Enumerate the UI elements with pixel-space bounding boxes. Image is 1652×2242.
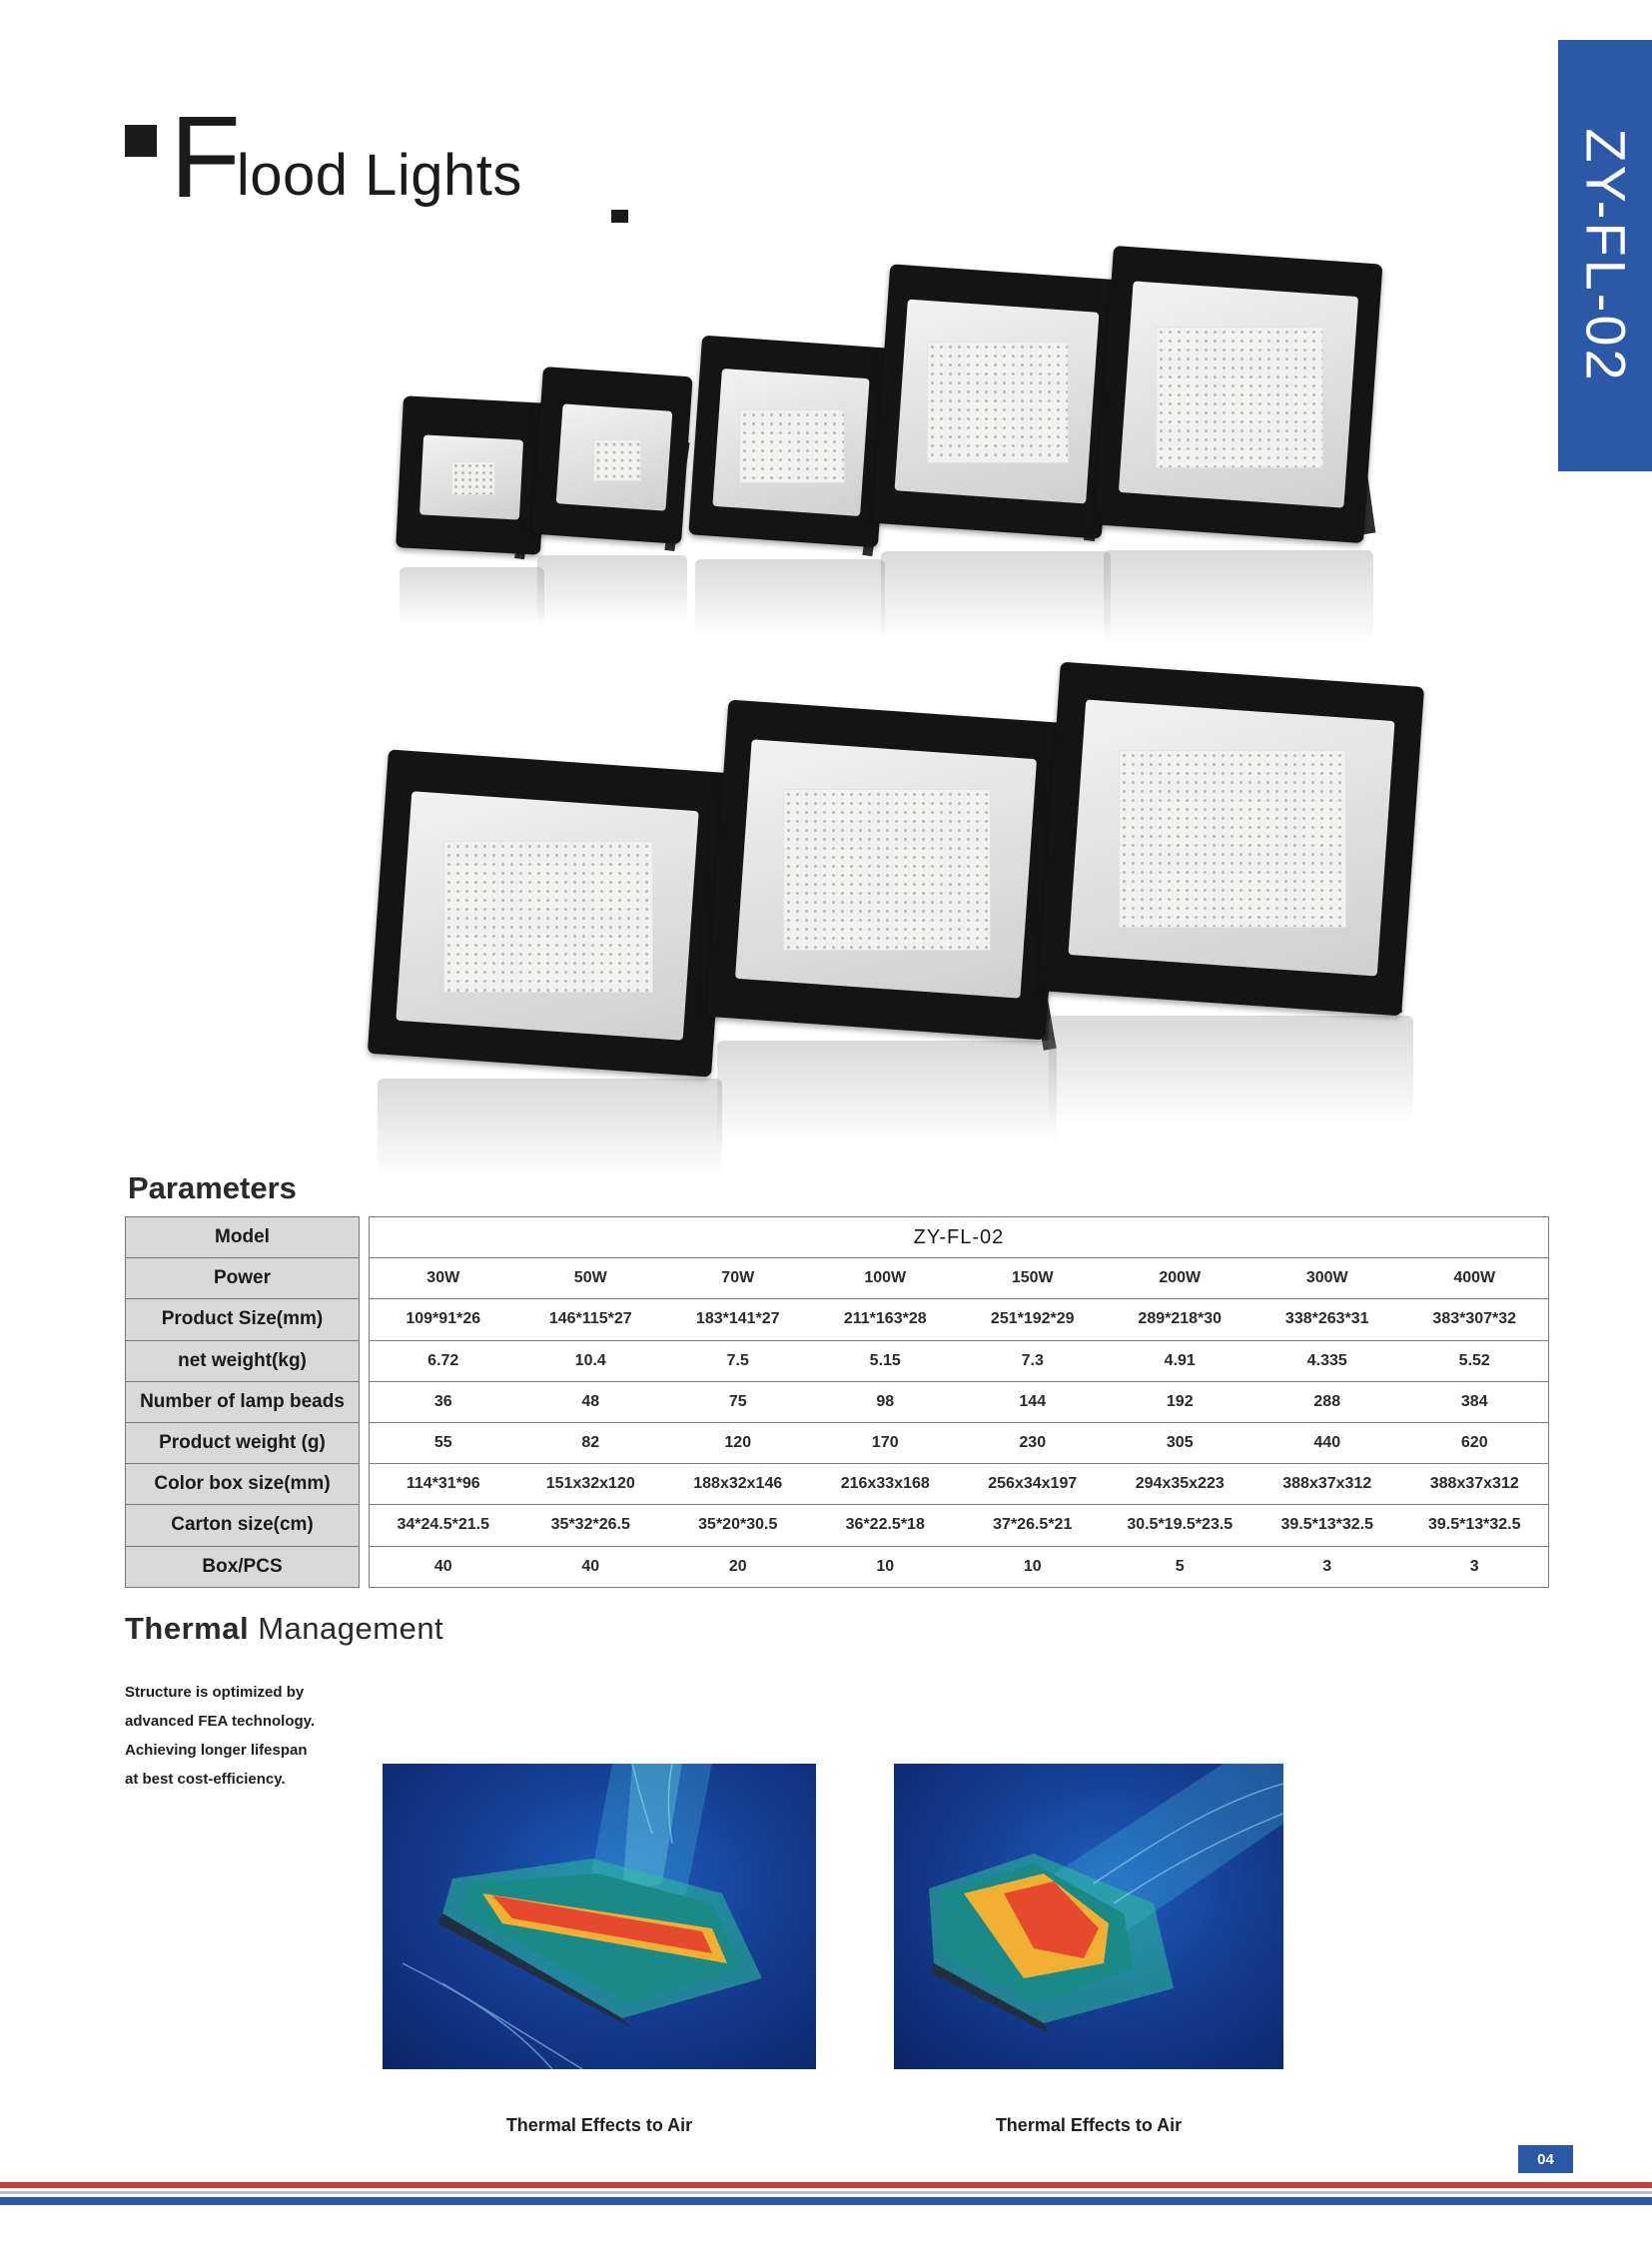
table-cell: 383*307*32 [1432,1310,1517,1328]
thermal-caption-1: Thermal Effects to Air [505,2115,693,2135]
floodlight-photo-150w [1104,255,1373,534]
parameters-label-column [125,1216,360,1588]
table-row-box-pcs [370,1546,1548,1587]
table-cell: 151x32x120 [545,1475,635,1493]
table-cell: 144 [1019,1392,1047,1410]
label-product-size: Product Size(mm) [125,1298,360,1339]
page-number: 04 [1518,2145,1573,2173]
title-square-decoration [125,125,157,157]
table-cell: 300W [1305,1269,1348,1287]
thermal-description [125,1678,315,1794]
table-cell: 39.5*13*32.5 [1280,1516,1374,1534]
table-cell: 150W [1011,1269,1054,1287]
table-cell: 82 [581,1434,600,1452]
table-cell: 36 [433,1392,452,1410]
table-cell: 40 [433,1557,452,1575]
table-cell: 70W [721,1269,755,1287]
label-color-box-size: Color box size(mm) [125,1463,360,1504]
thermal-title-part1: Thermal [125,1611,250,1646]
table-cell: 183*141*27 [695,1310,780,1328]
table-cell: 289*218*30 [1138,1310,1223,1328]
table-cell: 216x33x168 [840,1475,930,1493]
table-cell: 48 [581,1392,600,1410]
table-row-model [370,1217,1548,1257]
table-cell: 188x32x146 [693,1475,783,1493]
table-cell: 120 [724,1434,752,1452]
label-carton-size: Carton size(cm) [125,1504,360,1545]
thermal-simulation-image-2 [894,1764,1283,2069]
table-cell: 36*22.5*18 [845,1516,925,1534]
table-cell: 5.15 [869,1351,901,1369]
label-model: Model [125,1216,360,1257]
thermal-description-line: at best cost-efficiency. [125,1771,286,1788]
table-cell: 3 [1322,1557,1332,1575]
table-row-lamp-beads [370,1381,1548,1422]
table-cell: 170 [871,1434,899,1452]
table-cell: 98 [876,1392,895,1410]
table-cell: 400W [1453,1269,1496,1287]
table-row-power [370,1257,1548,1298]
floodlight-photo-200w [378,761,722,1066]
footer-stripe-gray [0,2191,1652,2194]
label-net-weight: net weight(kg) [125,1340,360,1381]
table-row-carton-size [370,1504,1548,1545]
table-cell: 75 [728,1392,747,1410]
table-cell: 4.91 [1164,1351,1196,1369]
table-cell: 388x37x312 [1282,1475,1372,1493]
footer-stripe-blue [0,2197,1652,2205]
table-cell: 388x37x312 [1429,1475,1519,1493]
parameters-value-table [369,1216,1549,1588]
thermal-description-line: Structure is optimized by [125,1684,305,1701]
table-cell: 200W [1159,1269,1202,1287]
label-lamp-beads: Number of lamp beads [125,1381,360,1422]
table-cell: 384 [1460,1392,1488,1410]
label-box-pcs: Box/PCS [125,1546,360,1588]
table-cell: 256x34x197 [988,1475,1078,1493]
table-cell: 50W [573,1269,607,1287]
table-cell: 211*163*28 [843,1310,927,1328]
table-cell: 20 [728,1557,747,1575]
thermal-title-part2: Management [249,1611,444,1646]
thermal-caption-2: Thermal Effects to Air [995,2115,1183,2135]
table-cell: 109*91*26 [406,1310,481,1328]
table-row-color-box-size [370,1463,1548,1504]
table-cell: 10 [1023,1557,1042,1575]
table-cell: 440 [1313,1434,1341,1452]
table-cell: 294x35x223 [1135,1475,1225,1493]
label-power: Power [125,1257,360,1298]
thermal-simulation-image-1 [383,1764,816,2069]
table-cell: 5.52 [1458,1351,1490,1369]
table-cell: 5 [1175,1557,1185,1575]
table-cell: 251*192*29 [990,1310,1075,1328]
table-row-product-weight [370,1422,1548,1463]
table-row-net-weight [370,1340,1548,1381]
table-cell: 10 [876,1557,895,1575]
thermal-description-line: advanced FEA technology. [125,1713,316,1730]
page-title-initial: F [170,92,241,222]
table-cell: 338*263*31 [1284,1310,1369,1328]
table-cell: 146*115*27 [548,1310,632,1328]
thermal-description-line: Achieving longer lifespan [125,1742,308,1759]
page-title [170,92,522,222]
floodlight-photo-100w [881,272,1111,531]
table-cell: 7.5 [726,1351,749,1369]
model-side-tab [1558,40,1652,471]
table-cell: 230 [1019,1434,1047,1452]
thermal-management-title [125,1611,443,1647]
table-cell: 6.72 [427,1351,459,1369]
table-cell: 34*24.5*21.5 [397,1516,490,1534]
table-cell: 40 [581,1557,600,1575]
table-cell: 55 [433,1434,452,1452]
floodlight-photo-300w [717,711,1057,1029]
table-cell: 288 [1313,1392,1341,1410]
table-cell: 620 [1460,1434,1488,1452]
table-cell: 192 [1166,1392,1194,1410]
model-side-tab-label: ZY-FL-02 [1574,128,1637,383]
page-title-rest: lood Lights [236,143,522,209]
floodlight-photo-70w [695,342,885,541]
floodlight-photo-400w [1049,674,1413,1004]
floodlight-photo-50w [537,372,687,539]
table-row-product-size [370,1298,1548,1339]
model-value: ZY-FL-02 [913,1225,1005,1248]
table-cell: 7.3 [1021,1351,1044,1369]
table-cell: 37*26.5*21 [993,1516,1073,1534]
title-dot-decoration [611,210,628,223]
table-cell: 35*32*26.5 [550,1516,630,1534]
table-cell: 305 [1166,1434,1194,1452]
table-cell: 35*20*30.5 [698,1516,778,1534]
table-cell: 100W [864,1269,907,1287]
parameters-title: Parameters [128,1170,297,1205]
floodlight-photo-30w [400,399,544,551]
label-product-weight: Product weight (g) [125,1422,360,1463]
footer-stripe-red [0,2182,1652,2188]
table-cell: 114*31*96 [406,1475,480,1493]
table-cell: 30W [426,1269,460,1287]
table-cell: 10.4 [574,1351,606,1369]
table-cell: 30.5*19.5*23.5 [1127,1516,1234,1534]
table-cell: 3 [1469,1557,1479,1575]
table-cell: 39.5*13*32.5 [1427,1516,1521,1534]
table-cell: 4.335 [1306,1351,1347,1369]
